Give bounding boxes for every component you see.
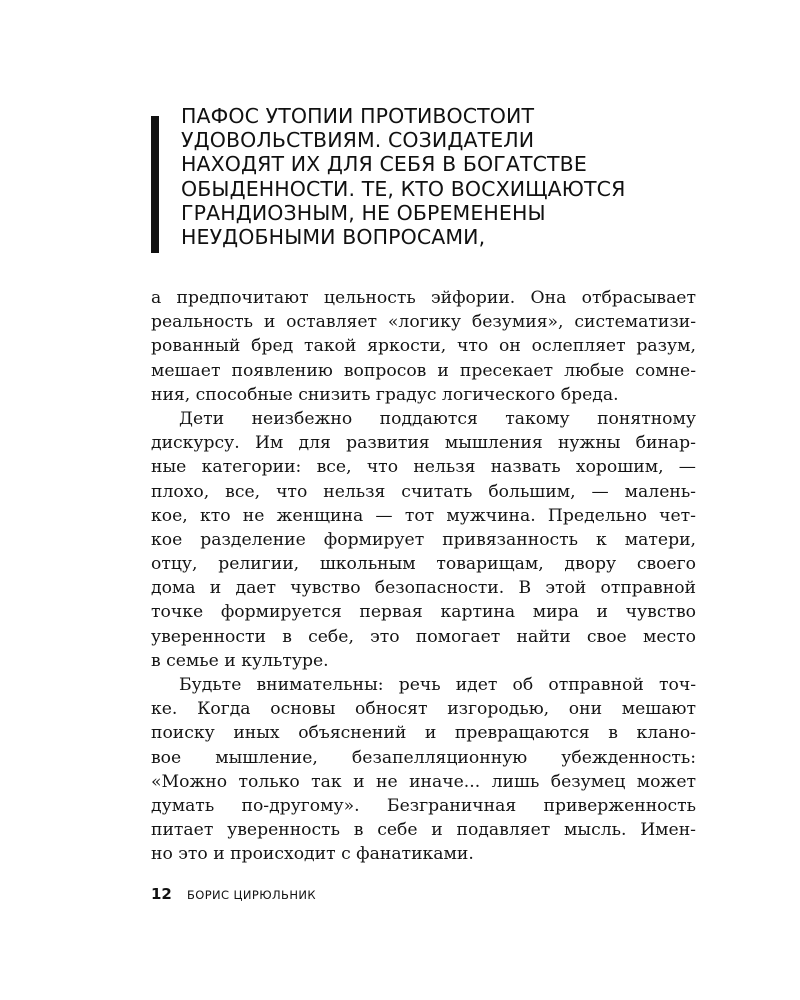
text-line: ке. Когда основы обносят изгородью, они мешают bbox=[151, 699, 696, 720]
pull-quote-line: НАХОДЯТ ИХ ДЛЯ СЕБЯ В БОГАТСТВЕ bbox=[181, 152, 587, 177]
text-line: дискурсу. Им для развития мышления нужны бинар- bbox=[151, 433, 696, 454]
text-line: питает уверенность в себе и подавляет мысль. Имен- bbox=[151, 820, 696, 841]
text-line: дома и дает чувство безопасности. В этой отправной bbox=[151, 578, 696, 599]
text-line: уверенности в себе, это помогает найти свое место bbox=[151, 626, 696, 647]
text-line: но это и происходит с фанатиками. bbox=[151, 844, 474, 865]
paragraph-2 bbox=[151, 407, 696, 673]
pull-quote-bar bbox=[151, 116, 159, 253]
pull-quote-line: ПАФОС УТОПИИ ПРОТИВОСТОИТ bbox=[181, 104, 535, 128]
running-head: БОРИС ЦИРЮЛЬНИК bbox=[186, 888, 316, 902]
text-line: реальность и оставляет «логику безумия», систематизи- bbox=[151, 312, 696, 333]
page-footer bbox=[151, 884, 316, 903]
text-line: плохо, все, что нельзя считать большим, — малень- bbox=[151, 481, 696, 502]
paragraph-1 bbox=[151, 286, 696, 407]
body-text bbox=[151, 286, 696, 867]
pull-quote-line: УДОВОЛЬСТВИЯМ. СОЗИДАТЕЛИ bbox=[181, 128, 535, 153]
pull-quote-text bbox=[181, 104, 721, 249]
text-line: а предпочитают цельность эйфории. Она отбрасывает bbox=[151, 288, 696, 308]
text-line: «Можно только так и не иначе... лишь безумец может bbox=[151, 771, 696, 792]
text-line: вое мышление, безапелляционную убежденность: bbox=[151, 747, 696, 768]
text-line: в семье и культуре. bbox=[151, 650, 329, 671]
text-line: поиску иных объяснений и превращаются в клано- bbox=[151, 723, 696, 744]
text-line: рованный бред такой яркости, что он ослепляет разум, bbox=[151, 336, 696, 357]
text-line: ные категории: все, что нельзя назвать хорошим, — bbox=[151, 457, 696, 478]
pull-quote-line: НЕУДОБНЫМИ ВОПРОСАМИ, bbox=[181, 225, 486, 250]
text-line: кое разделение формирует привязанность к матери, bbox=[151, 529, 696, 550]
text-line: думать по-другому». Безграничная приверженность bbox=[151, 795, 696, 816]
text-line: отцу, религии, школьным товарищам, двору своего bbox=[151, 554, 696, 575]
pull-quote-line: ГРАНДИОЗНЫМ, НЕ ОБРЕМЕНЕНЫ bbox=[181, 200, 546, 225]
page-number: 12 bbox=[151, 885, 172, 903]
text-line: точке формируется первая картина мира и чувство bbox=[151, 602, 696, 623]
pull-quote-line: ОБЫДЕННОСТИ. ТЕ, КТО ВОСХИЩАЮТСЯ bbox=[181, 176, 626, 201]
text-line: кое, кто не женщина — тот мужчина. Предельно чет- bbox=[151, 505, 696, 526]
text-line: ния, способные снизить градус логического бреда. bbox=[151, 384, 619, 405]
text-line: Дети неизбежно поддаются такому понятному bbox=[179, 408, 696, 429]
pull-quote bbox=[151, 104, 711, 254]
text-line: Будьте внимательны: речь идет об отправной точ- bbox=[179, 675, 696, 695]
text-line: мешает появлению вопросов и пресекает любые сомне- bbox=[151, 360, 696, 381]
paragraph-3 bbox=[151, 673, 696, 867]
